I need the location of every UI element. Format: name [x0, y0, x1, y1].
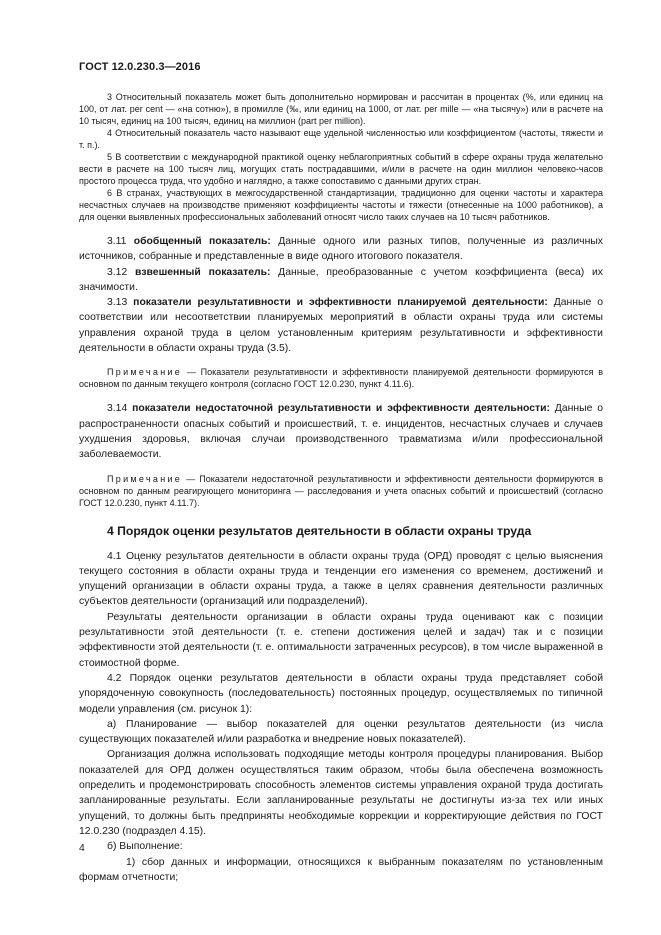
list-item-b-1: 1) сбор данных и информации, относящихся к выбранным показателям по установленным формам отчетности;: [79, 856, 603, 883]
list-item-a: а) Планирование — выбор показателей для оценки результатов деятельности (из числа существующих показателей и/или разработка и внедрение новых показателей).: [79, 718, 603, 746]
term-3-13: [79, 295, 603, 356]
term-number: 3.12: [107, 266, 128, 278]
paragraph-organization: Организация должна использовать подходящие методы контроля процедуры планирования. Выбор показателей для ОРД должен осуществляться таким образом, чтобы была обеспечена возможность определить и продемонстрировать способность элементов системы управления охраной труда достигать запланированные результаты. Если запланированные результаты не достигнуты из-за тех или иных упущений, то должны быть предприняты необходимые коррекции и корректирующие действия по ГОСТ 12.0.230 (подраздел 4.15).: [79, 749, 603, 837]
term-name: показатели результативности и эффективности планируемой деятельности:: [133, 297, 548, 309]
page-number: 4: [79, 843, 85, 854]
note-label: Примечание: [107, 473, 183, 484]
footnote-4: 4 Относительный показатель часто называют еще удельной численностью или коэффициентом (частоты, тяжести и т. п.).: [79, 128, 603, 150]
term-name: показатели недостаточной результативности и эффективности деятельности:: [132, 403, 550, 415]
term-definition: Данные одного или разных типов, полученные из различных источников, собранные и представленные в виде одного итогового показателя.: [79, 236, 603, 263]
note-text: — Показатели недостаточной результативности и эффективности деятельности формируются в основном по данным реагирующего мониторинга — расследования и учета опасных событий и происшествий (согласно ГОСТ 12.0.230, пункт 4.11.7).: [79, 473, 603, 508]
term-name: обобщенный показатель:: [133, 236, 271, 247]
footnote-5: 5 В соответствии с международной практикой оценку неблагоприятных событий в сфере охраны труда желательно вести в расчете на 100 тысяч лиц, могущих стать пострадавшими, и/или в расчете на один миллион человеко-часов простого процесса труда, что удобно и наглядно, а также сопоставимо с данными других стран.: [79, 152, 603, 186]
footnote-3: 3 Относительный показатель может быть дополнительно нормирован и рассчитан в процентах (%, или единиц на 100, от лат. per cent — «на сотню»), в промилле (‰, или единиц на 1000, от лат. per mille — «на тысячу») или в расчете на 10 тысяч, единиц на 100 тысяч, единиц на миллион (part per million).: [79, 92, 603, 126]
note-3-13: [79, 366, 603, 390]
paragraph-4-2: 4.2 Порядок оценки результатов деятельности в области охраны труда представляет собой упорядоченную совокупность (последовательность) постоянных процедур, осуществляемых по типичной модели управления (см. рисунок 1):: [79, 672, 603, 715]
footnotes-block: [79, 91, 603, 223]
term-definition: Данные, преобразованные с учетом коэффициента (веса) их значимости.: [79, 266, 603, 293]
section-4-title: 4 Порядок оценки результатов деятельности в области охраны труда: [107, 523, 532, 538]
footnote-6: 6 В странах, участвующих в межгосударственной стандартизации, традиционно для оценки частоты и характера несчастных случаев на производстве применяют коэффициенты частоты и тяжести (отнесенные на 1000 работников), а для оценки выявленных профессиональных заболеваний относят число таких случаев на 10 тысяч работников.: [79, 188, 603, 222]
term-3-12: [79, 265, 603, 296]
term-definition: Данные о соответствии или несоответствии планируемых мероприятий в области охраны труда или системы управления охраной труда в целом установленным критериям результативности и эффективности деятельности в области охраны труда (3.5).: [79, 297, 603, 355]
list-item-b: б) Выполнение:: [107, 841, 183, 853]
term-name: взвешенный показатель:: [134, 266, 271, 278]
term-3-14: [79, 401, 603, 462]
term-number: 3.14: [107, 403, 128, 415]
paragraph-4-1-results: Результаты деятельности организации в области охраны труда оценивают как с позиции результативности этой деятельности (т. е. степени достижения целей и задач) так и с позиции эффективности этой деятельности (т. е. оптимальности затраченных ресурсов), в том числе выраженной в стоимостной форме.: [79, 611, 603, 669]
term-3-11: [79, 234, 603, 265]
term-definition: Данные о распространенности опасных событий и происшествий, т. е. инцидентов, несчастных случаев и случаев ухудшения здоровья, включая случаи производственного травматизма и/или профессиональной заболеваемости.: [79, 403, 604, 461]
paragraph-4-1: 4.1 Оценку результатов деятельности в области охраны труда (ОРД) проводят с целью выяснения текущего состояния в области охраны труда и тенденции его изменения со временем, достижений и упущений организации в области охраны труда, а также в целях сравнения деятельности различных субъектов деятельности (организаций или подразделений).: [79, 550, 603, 608]
document-header: ГОСТ 12.0.230.3—2016: [79, 61, 201, 73]
note-label: Примечание: [107, 367, 183, 378]
note-text: — Показатели результативности и эффективности планируемой деятельности формируются в основном по данным текущего контроля (согласно ГОСТ 12.0.230, пункт 4.11.6).: [79, 367, 603, 390]
term-number: 3.11: [107, 236, 127, 247]
note-3-14: [79, 473, 603, 509]
page-content: [79, 91, 603, 885]
term-number: 3.13: [107, 297, 128, 309]
